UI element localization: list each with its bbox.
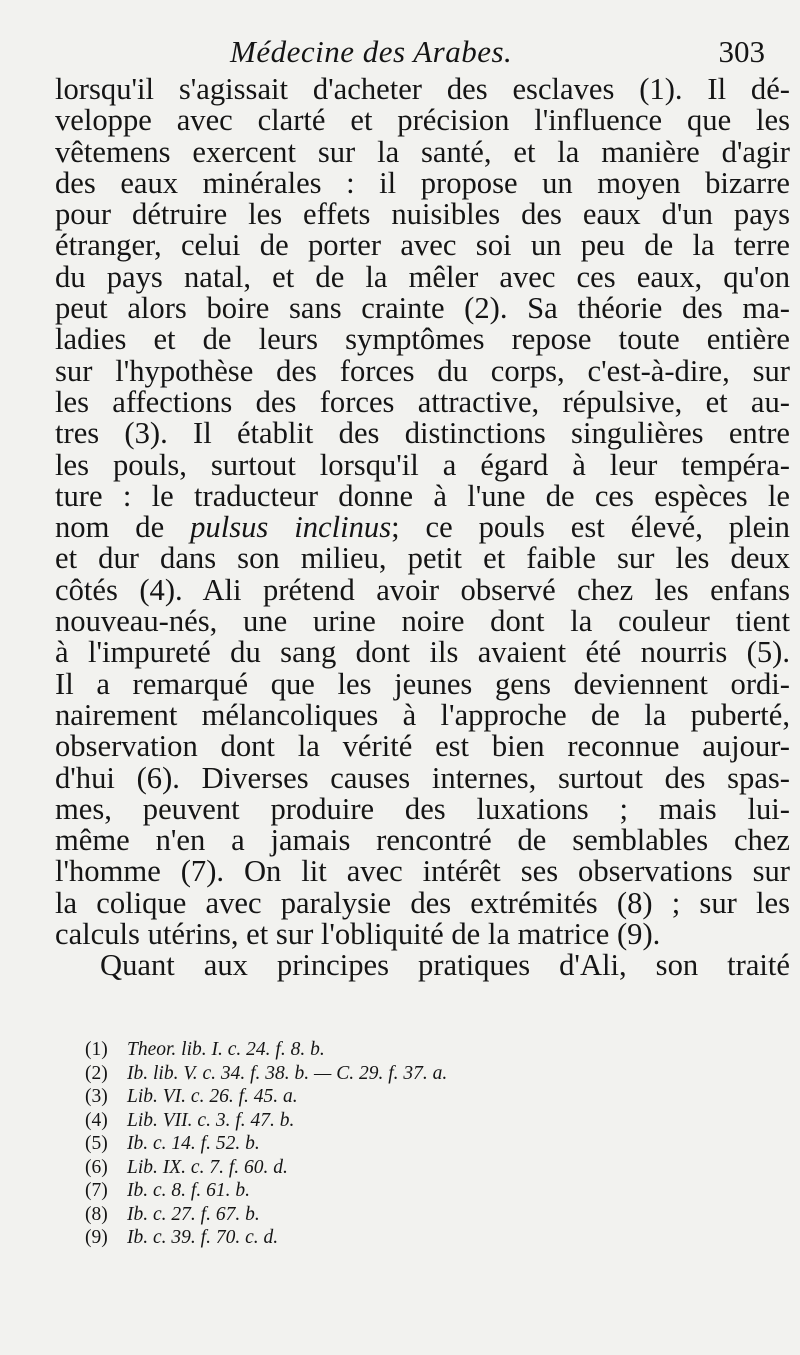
footnote-number: (9) — [85, 1227, 108, 1248]
footnote-reference: Ib. c. 8. f. 61. b. — [127, 1180, 250, 1201]
footnote-reference: Lib. VII. c. 3. f. 47. b. — [127, 1109, 295, 1131]
text-line: vêtemens exercent sur la santé, et la manière d'agir — [55, 134, 790, 169]
footnote-number: (4) — [85, 1109, 108, 1131]
text-line: les affections des forces attractive, répulsive, et au- — [55, 384, 790, 419]
footnote — [85, 1156, 605, 1180]
text-line: l'homme (7). On lit avec intérêt ses observations sur — [55, 854, 790, 889]
text-line: côtés (4). Ali prétend avoir observé chez les enfans — [55, 572, 790, 607]
text-line: les pouls, surtout lorsqu'il a égard à leur tempéra- — [55, 447, 790, 482]
footnote-number: (1) — [85, 1039, 108, 1060]
text-line: sur l'hypothèse des forces du corps, c'est-à-dire, sur — [55, 353, 790, 388]
text-line: des eaux minérales : il propose un moyen bizarre — [55, 165, 790, 200]
footnotes — [85, 1038, 605, 1250]
footnote-reference: Ib. lib. V. c. 34. f. 38. b. — C. 29. f. 37. a. — [127, 1062, 448, 1084]
footnote-reference: Lib. IX. c. 7. f. 60. d. — [127, 1156, 288, 1178]
text-line: calculs utérins, et sur l'obliquité de la matrice (9). — [55, 917, 661, 952]
body-text — [55, 74, 790, 982]
footnote — [85, 1226, 605, 1250]
text-segment: nom de — [55, 510, 191, 545]
footnote-reference: Ib. c. 39. f. 70. c. d. — [127, 1227, 279, 1248]
text-line: nouveau-nés, une urine noire dont la couleur tient — [55, 604, 790, 639]
footnote-number: (6) — [85, 1156, 108, 1178]
page-header — [0, 30, 800, 74]
footnote-reference: Lib. VI. c. 26. f. 45. a. — [127, 1086, 298, 1107]
footnote — [85, 1109, 605, 1133]
footnote — [85, 1132, 605, 1156]
footnote-number: (5) — [85, 1133, 108, 1154]
footnote-number: (2) — [85, 1062, 108, 1084]
text-line: du pays natal, et de la mêler avec ces eaux, qu'on — [55, 259, 790, 294]
text-line: ladies et de leurs symptômes repose toute entière — [55, 322, 790, 357]
text-line: veloppe avec clarté et précision l'influence que les — [55, 103, 790, 138]
text-segment: ; ce pouls est élevé, plein — [391, 510, 790, 545]
text-line: observation dont la vérité est bien reconnue aujour- — [55, 729, 790, 764]
footnote-number: (3) — [85, 1086, 108, 1107]
text-line: Il a remarqué que les jeunes gens deviennent ordi- — [55, 666, 790, 701]
text-line: Quant aux principes pratiques d'Ali, son traité — [100, 948, 790, 983]
text-line: même n'en a jamais rencontré de semblables chez — [55, 823, 790, 858]
text-line: tres (3). Il établit des distinctions singulières entre — [55, 416, 790, 451]
text-line: lorsqu'il s'agissait d'acheter des esclaves (1). Il dé- — [55, 72, 790, 106]
text-line — [55, 512, 790, 543]
footnote-reference: Theor. lib. I. c. 24. f. 8. b. — [127, 1039, 325, 1060]
text-line: étranger, celui de porter avec soi un peu de la terre — [55, 228, 790, 263]
text-line: d'hui (6). Diverses causes internes, surtout des spas- — [55, 760, 790, 795]
footnote-reference: Ib. c. 14. f. 52. b. — [127, 1133, 260, 1154]
text-line: à l'impureté du sang dont ils avaient été nourris (5). — [55, 635, 790, 670]
text-line: ture : le traducteur donne à l'une de ces espèces le — [55, 478, 790, 513]
text-line: et dur dans son milieu, petit et faible sur les deux — [55, 541, 790, 576]
text-line: mes, peuvent produire des luxations ; mais lui- — [55, 791, 790, 826]
footnote — [85, 1062, 605, 1086]
footnote-number: (7) — [85, 1180, 108, 1201]
text-line: pour détruire les effets nuisibles des eaux d'un pays — [55, 197, 790, 232]
footnote — [85, 1038, 605, 1062]
footnote — [85, 1203, 605, 1227]
text-line: la colique avec paralysie des extrémités (8) ; sur les — [55, 885, 790, 920]
footnote — [85, 1085, 605, 1109]
footnote-reference: Ib. c. 27. f. 67. b. — [127, 1203, 260, 1225]
running-title: Médecine des Arabes. — [230, 34, 513, 69]
text-line: peut alors boire sans crainte (2). Sa théorie des ma- — [55, 291, 790, 326]
page-number: 303 — [718, 34, 765, 69]
text-line: nairement mélancoliques à l'approche de la puberté, — [55, 697, 790, 732]
footnote — [85, 1179, 605, 1203]
footnote-number: (8) — [85, 1203, 108, 1225]
italic-term: pulsus inclinus — [190, 510, 392, 545]
